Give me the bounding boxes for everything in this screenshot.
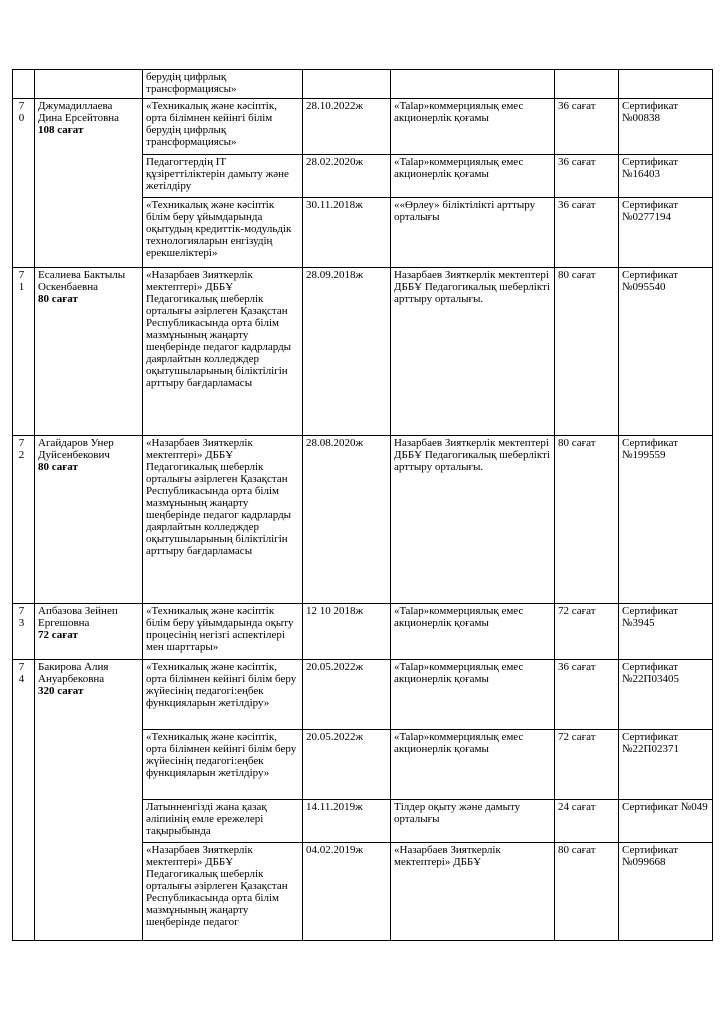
course-title-cell: «Назарбаев Зияткерлік мектептері» ДББҰ Педагогикалық шеберлік орталығы әзірлеген Қазақстан Республикасында орта білім мазмұнының жаңарту шеңберінде педагог кадрларды даярлайтын колледждер оқытушыларының біліктілігін арттыру бағдарламасы	[143, 268, 303, 436]
course-title-cell: «Техникалық және кәсіптік, орта білімнен кейінгі білім берудің цифрлық трансформациясы»	[143, 99, 303, 155]
table-row	[13, 660, 713, 730]
organization-cell: Назарбаев Зияткерлік мектептері ДББҰ Педагогикалық шеберлікті арттыру орталығы.	[391, 436, 555, 604]
duration-cell: 36 сағат	[555, 660, 619, 730]
organization-cell: Тілдер оқыту және дамыту орталығы	[391, 800, 555, 843]
organization-cell: «Talap»коммерциялық емес акционерлік қоғамы	[391, 155, 555, 198]
date-cell: 30.11.2018ж	[303, 198, 391, 268]
duration-cell: 80 сағат	[555, 843, 619, 941]
organization-cell: «Talap»коммерциялық емес акционерлік қоғамы	[391, 730, 555, 800]
table-row	[13, 268, 713, 436]
course-title-cell: «Техникалық және кәсіптік, орта білімнен кейінгі білім беру жүйесінің педагогі:еңбек функцияларын жетілдіру»	[143, 660, 303, 730]
duration-cell: 36 сағат	[555, 99, 619, 155]
teacher-total-hours: 80 сағат	[38, 293, 78, 305]
course-title-cell: берудің цифрлық трансформациясы»	[143, 70, 303, 99]
duration-cell: 80 сағат	[555, 436, 619, 604]
row-number-cell: 7 0	[13, 99, 35, 268]
teacher-name: Апбазова Зейнеп Ергешовна	[38, 605, 118, 629]
certificate-cell: Сертификат №049	[619, 800, 713, 843]
organization-cell: Назарбаев Зияткерлік мектептері ДББҰ Педагогикалық шеберлікті арттыру орталығы.	[391, 268, 555, 436]
certificate-cell	[619, 70, 713, 99]
course-title-cell: «Назарбаев Зияткерлік мектептері» ДББҰ Педагогикалық шеберлік орталығы әзірлеген Қазақстан Республикасында орта білім мазмұнының жаңарту шеңберінде педагог кадрларды даярлайтын колледждер оқытушыларының біліктілігін арттыру бағдарламасы	[143, 436, 303, 604]
teacher-total-hours: 80 сағат	[38, 461, 78, 473]
table-row	[13, 604, 713, 660]
certificate-cell: Сертификат №099668	[619, 843, 713, 941]
course-title-cell: «Техникалық және кәсіптік, орта білімнен кейінгі білім беру жүйесінің педагогі:еңбек функцияларын жетілдіру»	[143, 730, 303, 800]
date-cell: 04.02.2019ж	[303, 843, 391, 941]
teacher-name-cell	[35, 604, 143, 660]
teacher-total-hours: 320 сағат	[38, 685, 84, 697]
row-number-cell: 7 2	[13, 436, 35, 604]
course-title-cell: Педагогтердің IT құзіреттіліктерін дамыту және жетілдіру	[143, 155, 303, 198]
certificate-cell: Сертификат №3945	[619, 604, 713, 660]
teacher-name-cell	[35, 268, 143, 436]
organization-cell: «Назарбаев Зияткерлік мектептері» ДББҰ	[391, 843, 555, 941]
teacher-name: Есалиева Бактылы Оскенбаевна	[38, 269, 126, 293]
table-row	[13, 70, 713, 99]
certificate-cell: Сертификат №22П02371	[619, 730, 713, 800]
duration-cell: 36 сағат	[555, 198, 619, 268]
teacher-name-cell	[35, 660, 143, 941]
teacher-name-cell	[35, 436, 143, 604]
organization-cell: ««Өрлеу» біліктілікті арттыру орталығы	[391, 198, 555, 268]
row-number-cell: 7 1	[13, 268, 35, 436]
date-cell: 20.05.2022ж	[303, 730, 391, 800]
certificate-cell: Сертификат №199559	[619, 436, 713, 604]
certificate-cell: Сертификат №16403	[619, 155, 713, 198]
organization-cell	[391, 70, 555, 99]
teacher-name: Бакирова Алия Ануарбековна	[38, 661, 109, 685]
duration-cell: 36 сағат	[555, 155, 619, 198]
teacher-name: Джумадиллаева Дина Ерсейтовна	[38, 100, 120, 124]
teacher-total-hours: 72 сағат	[38, 629, 78, 641]
duration-cell: 72 сағат	[555, 604, 619, 660]
certificate-cell: Сертификат №22П03405	[619, 660, 713, 730]
row-number-cell	[13, 70, 35, 99]
certificate-cell: Сертификат №0277194	[619, 198, 713, 268]
date-cell: 12 10 2018ж	[303, 604, 391, 660]
teacher-total-hours: 108 сағат	[38, 124, 84, 136]
organization-cell: «Talap»коммерциялық емес акционерлік қоғамы	[391, 660, 555, 730]
training-records-table	[12, 69, 713, 941]
table-row	[13, 436, 713, 604]
teacher-name-cell	[35, 99, 143, 268]
duration-cell: 72 сағат	[555, 730, 619, 800]
date-cell: 28.02.2020ж	[303, 155, 391, 198]
row-number-cell: 7 4	[13, 660, 35, 941]
date-cell	[303, 70, 391, 99]
teacher-name-cell	[35, 70, 143, 99]
date-cell: 28.10.2022ж	[303, 99, 391, 155]
organization-cell: «Talap»коммерциялық емес акционерлік қоғамы	[391, 604, 555, 660]
course-title-cell: Латынненгізді жана қазақ әліпиінің емле ережелері тақырыбында	[143, 800, 303, 843]
date-cell: 14.11.2019ж	[303, 800, 391, 843]
date-cell: 28.09.2018ж	[303, 268, 391, 436]
duration-cell: 80 сағат	[555, 268, 619, 436]
duration-cell	[555, 70, 619, 99]
duration-cell: 24 сағат	[555, 800, 619, 843]
date-cell: 20.05.2022ж	[303, 660, 391, 730]
row-number-cell: 7 3	[13, 604, 35, 660]
course-title-cell: «Техникалық және кәсіптік білім беру ұйымдарында оқыту процесінің негізгі аспектілері мен шарттары»	[143, 604, 303, 660]
course-title-cell: «Назарбаев Зияткерлік мектептері» ДББҰ Педагогикалық шеберлік орталығы әзірлеген Қазақстан Республикасында орта білім мазмұнының жаңарту шеңберінде педагог	[143, 843, 303, 941]
certificate-cell: Сертификат №095540	[619, 268, 713, 436]
certificate-cell: Сертификат №00838	[619, 99, 713, 155]
table-row	[13, 99, 713, 155]
course-title-cell: «Техникалық және кәсіптік білім беру ұйымдарында оқытудың кредиттік-модульдік технологияларын енгізудің ерекшеліктері»	[143, 198, 303, 268]
teacher-name: Агайдаров Унер Дуйсенбекович	[38, 437, 114, 461]
organization-cell: «Talap»коммерциялық емес акционерлік қоғамы	[391, 99, 555, 155]
date-cell: 28.08.2020ж	[303, 436, 391, 604]
